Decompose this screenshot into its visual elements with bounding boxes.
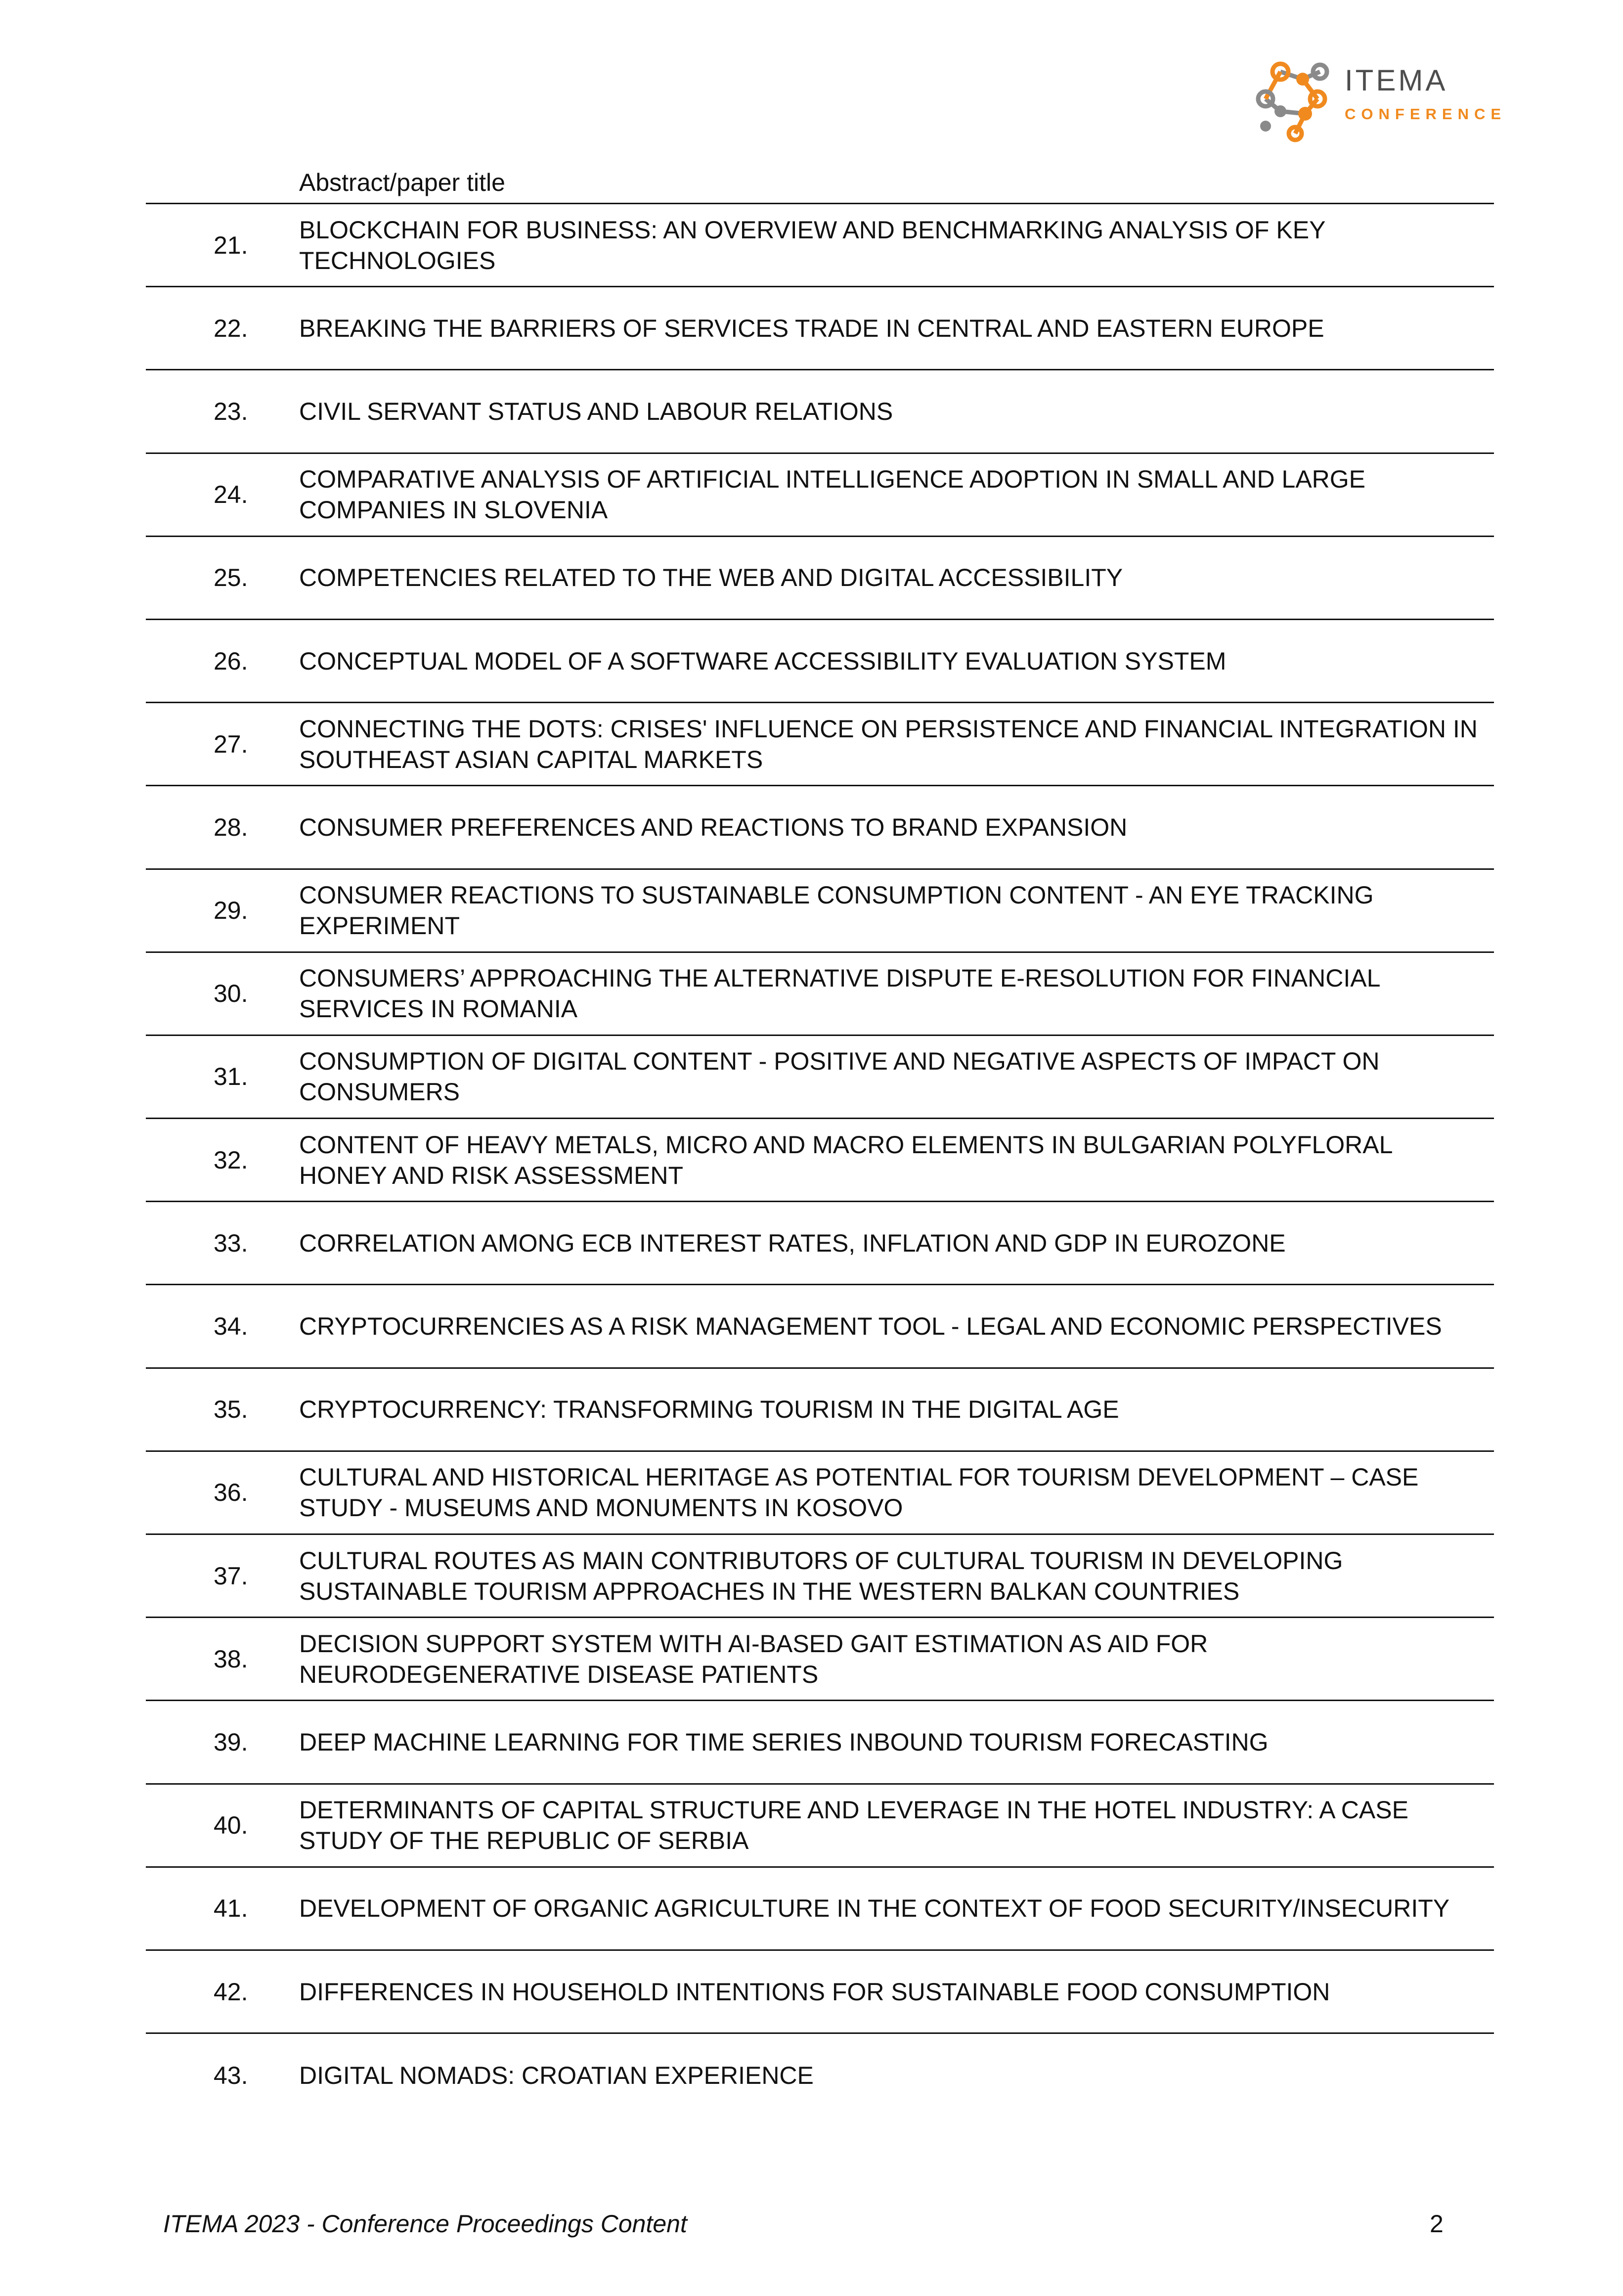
table-body (146, 204, 1494, 2117)
paper-title: DEVELOPMENT OF ORGANIC AGRICULTURE IN THE CONTEXT OF FOOD SECURITY/INSECURITY (299, 1894, 1450, 1923)
page-number: 2 (1430, 2210, 1444, 2238)
table-row (146, 1119, 1494, 1202)
column-header-title: Abstract/paper title (299, 169, 505, 196)
table-row (146, 370, 1494, 453)
table-row (146, 454, 1494, 537)
table-row (146, 1036, 1494, 1119)
paper-title: DETERMINANTS OF CAPITAL STRUCTURE AND LEVERAGE IN THE HOTEL INDUSTRY: A CASE STUDY OF THE REPUBLIC OF SERBIA (299, 1796, 1408, 1855)
paper-title: CONSUMER REACTIONS TO SUSTAINABLE CONSUMPTION CONTENT - AN EYE TRACKING EXPERIMENT (299, 881, 1374, 940)
paper-title: CONSUMER PREFERENCES AND REACTIONS TO BRAND EXPANSION (299, 813, 1128, 841)
table-header (146, 163, 1494, 204)
paper-title: DECISION SUPPORT SYSTEM WITH AI-BASED GAIT ESTIMATION AS AID FOR NEURODEGENERATIVE DISEASE PATIENTS (299, 1629, 1208, 1688)
paper-title: DIGITAL NOMADS: CROATIAN EXPERIENCE (299, 2062, 814, 2090)
row-number: 30. (214, 980, 248, 1008)
paper-title: COMPETENCIES RELATED TO THE WEB AND DIGITAL ACCESSIBILITY (299, 564, 1123, 592)
row-number: 32. (214, 1146, 248, 1174)
table-row (146, 1951, 1494, 2034)
table-row (146, 2034, 1494, 2117)
paper-title: BLOCKCHAIN FOR BUSINESS: AN OVERVIEW AND BENCHMARKING ANALYSIS OF KEY TECHNOLOGIES (299, 216, 1325, 274)
paper-title: CORRELATION AMONG ECB INTEREST RATES, INFLATION AND GDP IN EUROZONE (299, 1229, 1286, 1257)
table-row (146, 537, 1494, 620)
row-number: 35. (214, 1396, 248, 1424)
row-number: 36. (214, 1479, 248, 1507)
table-row (146, 1285, 1494, 1368)
table-row (146, 204, 1494, 287)
row-number: 43. (214, 2062, 248, 2090)
table-row (146, 1618, 1494, 1701)
table-row (146, 1369, 1494, 1452)
table-row (146, 703, 1494, 786)
table-row (146, 1202, 1494, 1285)
paper-title: CULTURAL ROUTES AS MAIN CONTRIBUTORS OF CULTURAL TOURISM IN DEVELOPING SUSTAINABLE TOURISM APPROACHES IN THE WESTERN BALKAN COUNTRIES (299, 1546, 1343, 1605)
paper-title: CONSUMERS’ APPROACHING THE ALTERNATIVE DISPUTE E-RESOLUTION FOR FINANCIAL SERVICES IN ROMANIA (299, 964, 1380, 1023)
row-number: 29. (214, 897, 248, 925)
table-row (146, 786, 1494, 869)
row-number: 26. (214, 647, 248, 675)
paper-title: CONSUMPTION OF DIGITAL CONTENT - POSITIVE AND NEGATIVE ASPECTS OF IMPACT ON CONSUMERS (299, 1047, 1380, 1106)
row-number: 40. (214, 1811, 248, 1840)
table-row (146, 287, 1494, 370)
paper-title: CIVIL SERVANT STATUS AND LABOUR RELATIONS (299, 397, 893, 425)
paper-title: BREAKING THE BARRIERS OF SERVICES TRADE IN CENTRAL AND EASTERN EUROPE (299, 314, 1324, 342)
paper-title: DEEP MACHINE LEARNING FOR TIME SERIES INBOUND TOURISM FORECASTING (299, 1728, 1269, 1756)
paper-title: CONTENT OF HEAVY METALS, MICRO AND MACRO ELEMENTS IN BULGARIAN POLYFLORAL HONEY AND RISK ASSESSMENT (299, 1130, 1392, 1189)
paper-title: CONNECTING THE DOTS: CRISES' INFLUENCE ON PERSISTENCE AND FINANCIAL INTEGRATION IN SOUTHEAST ASIAN CAPITAL MARKETS (299, 715, 1478, 773)
table-row (146, 953, 1494, 1036)
table-row (146, 1701, 1494, 1784)
row-number: 34. (214, 1312, 248, 1341)
row-number: 22. (214, 314, 248, 342)
itema-logo (1246, 52, 1507, 151)
paper-title: COMPARATIVE ANALYSIS OF ARTIFICIAL INTELLIGENCE ADOPTION IN SMALL AND LARGE COMPANIES IN SLOVENIA (299, 465, 1366, 524)
row-number: 23. (214, 397, 248, 425)
row-number: 24. (214, 481, 248, 509)
row-number: 42. (214, 1978, 248, 2006)
logo-title: ITEMA (1345, 64, 1448, 97)
row-number: 21. (214, 231, 248, 259)
row-number: 37. (214, 1562, 248, 1590)
footer-title: ITEMA 2023 - Conference Proceedings Content (163, 2210, 687, 2238)
table-row (146, 1785, 1494, 1868)
table-row (146, 1452, 1494, 1535)
molecule-logo-icon (1246, 52, 1340, 146)
table-row (146, 1868, 1494, 1951)
row-number: 28. (214, 813, 248, 841)
row-number: 38. (214, 1645, 248, 1673)
paper-title: DIFFERENCES IN HOUSEHOLD INTENTIONS FOR SUSTAINABLE FOOD CONSUMPTION (299, 1978, 1330, 2006)
row-number: 31. (214, 1063, 248, 1091)
table-row (146, 870, 1494, 953)
row-number: 41. (214, 1894, 248, 1923)
logo-subtitle: CONFERENCE (1345, 105, 1507, 123)
row-number: 25. (214, 564, 248, 592)
paper-title: CRYPTOCURRENCIES AS A RISK MANAGEMENT TOOL - LEGAL AND ECONOMIC PERSPECTIVES (299, 1312, 1442, 1341)
row-number: 33. (214, 1229, 248, 1257)
paper-title: CULTURAL AND HISTORICAL HERITAGE AS POTENTIAL FOR TOURISM DEVELOPMENT – CASE STUDY - MUSEUMS AND MONUMENTS IN KOSOVO (299, 1463, 1419, 1522)
row-number: 27. (214, 730, 248, 758)
table-row (146, 620, 1494, 703)
row-number: 39. (214, 1728, 248, 1756)
table-row (146, 1535, 1494, 1618)
paper-title: CRYPTOCURRENCY: TRANSFORMING TOURISM IN THE DIGITAL AGE (299, 1396, 1119, 1424)
paper-title: CONCEPTUAL MODEL OF A SOFTWARE ACCESSIBILITY EVALUATION SYSTEM (299, 647, 1227, 675)
contents-table (146, 163, 1494, 2117)
